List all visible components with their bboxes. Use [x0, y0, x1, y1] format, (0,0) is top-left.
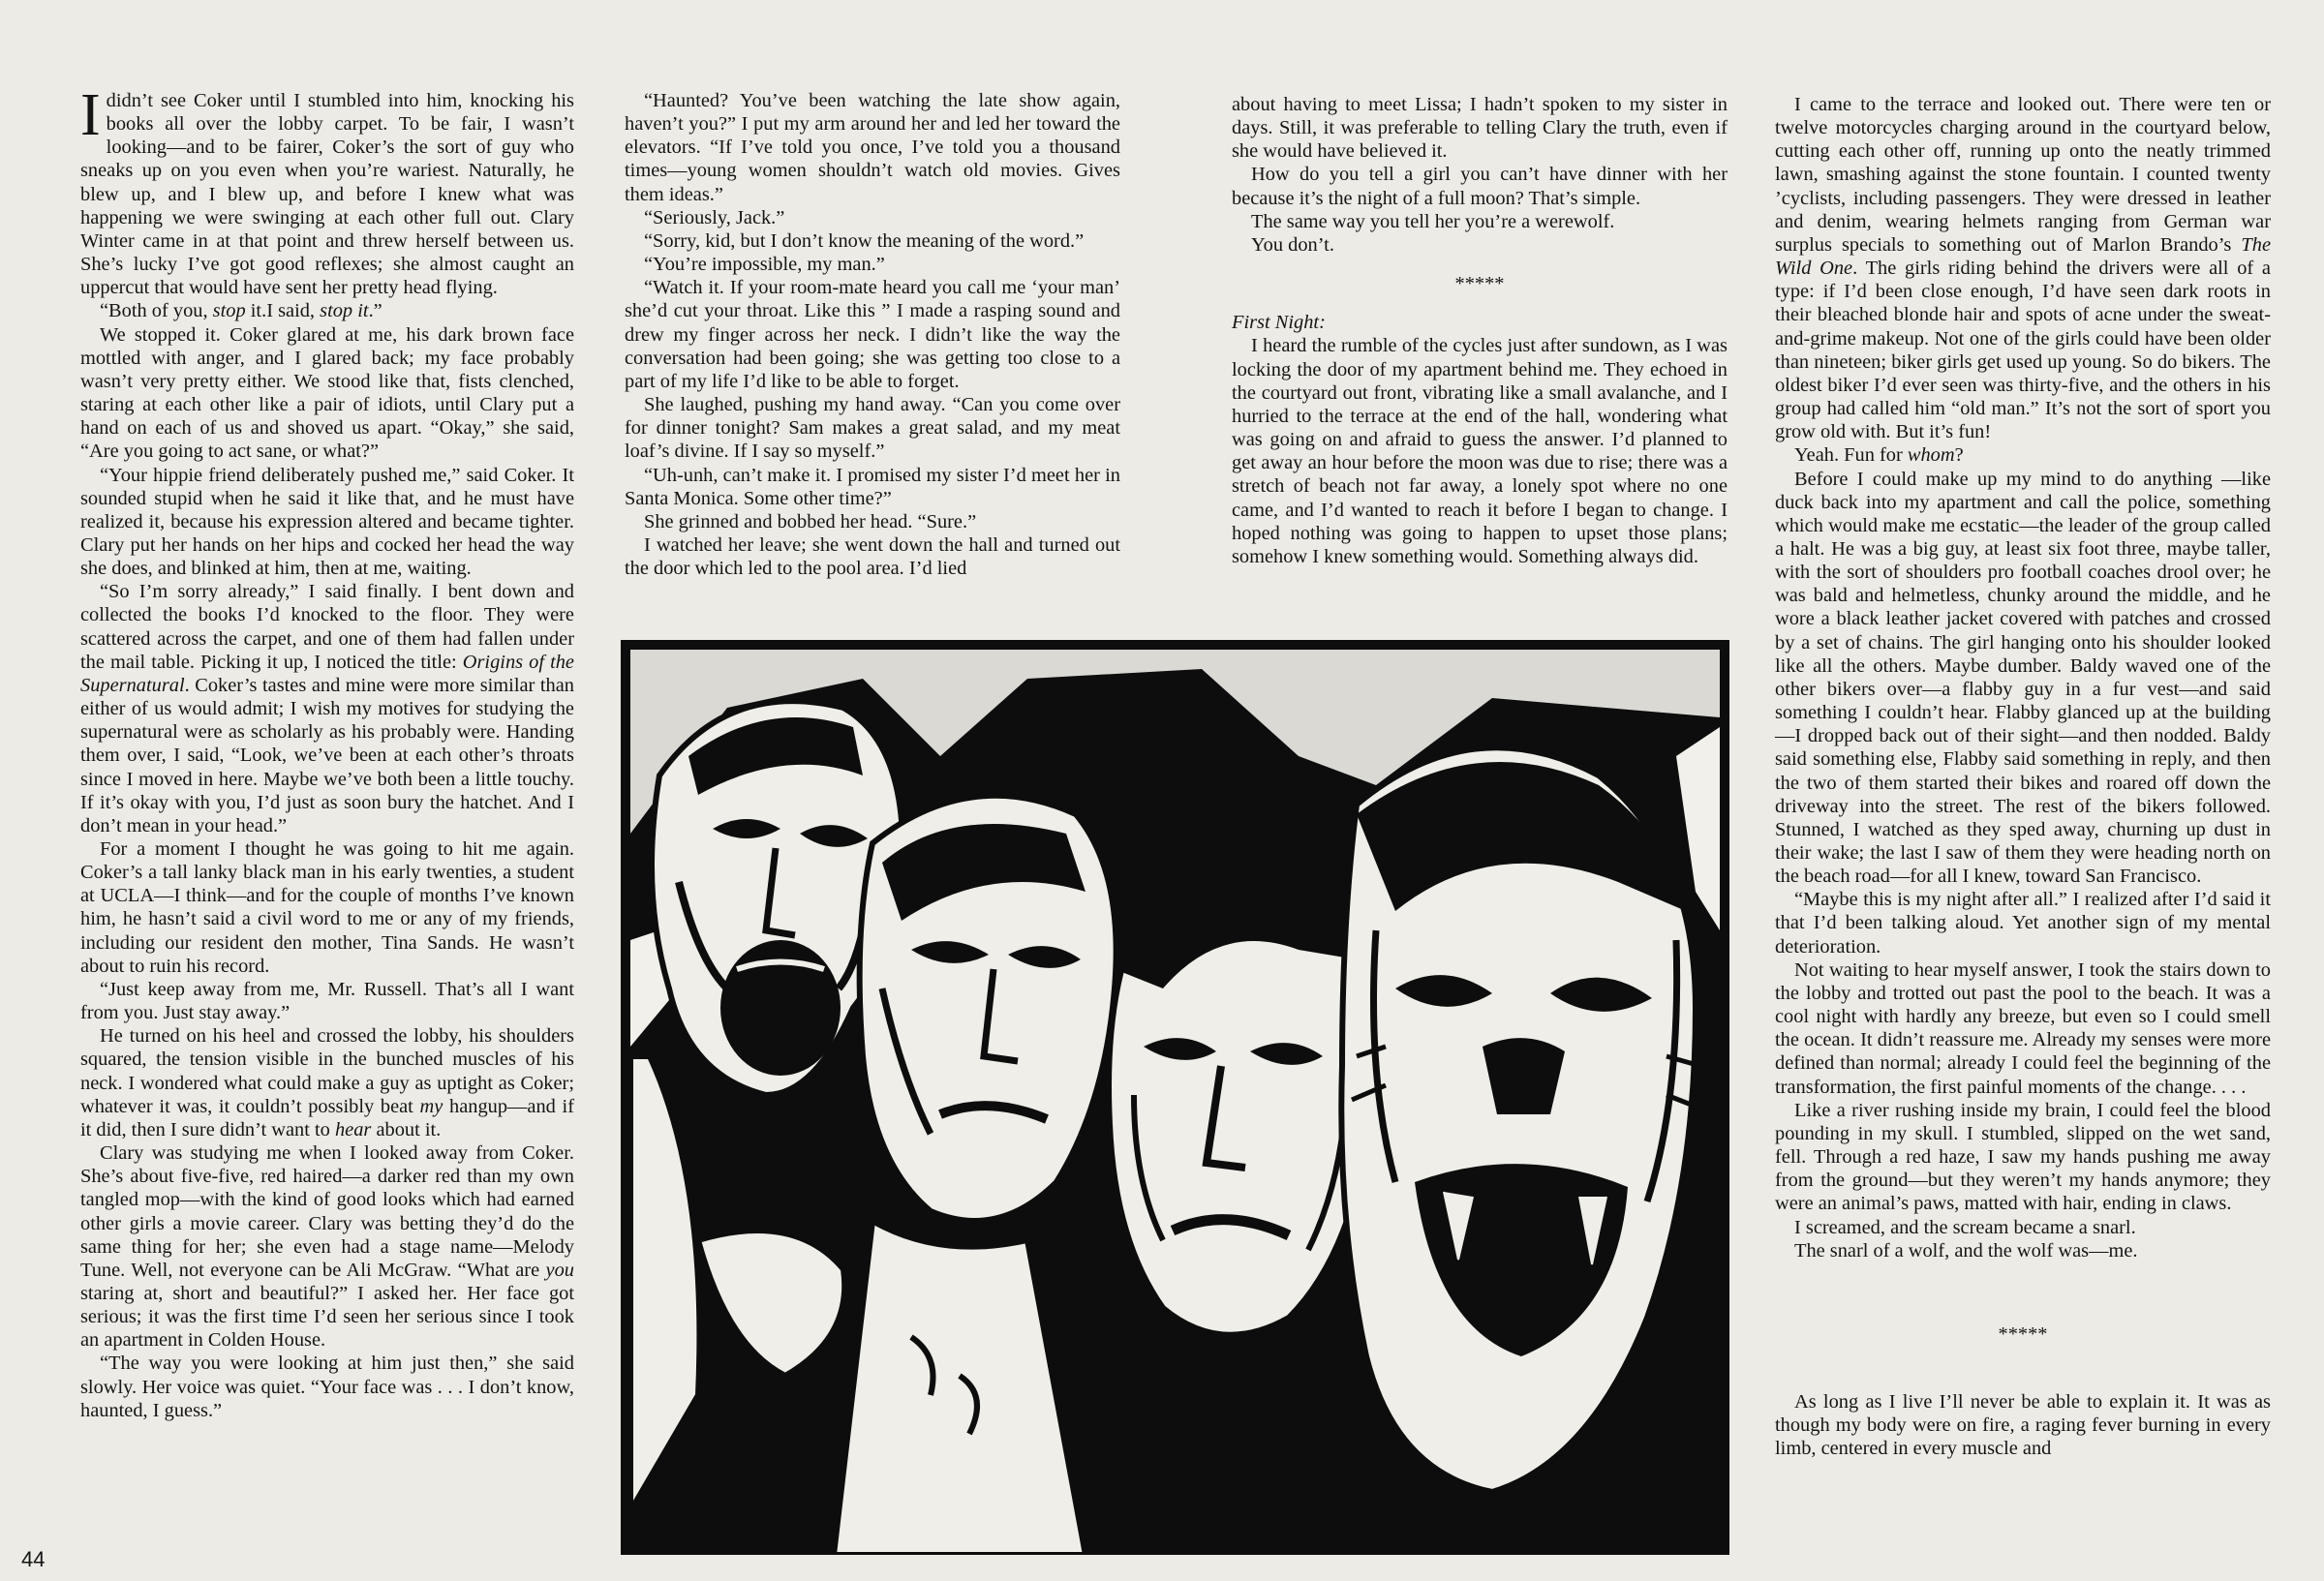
emphasis: stop — [212, 300, 246, 322]
paragraph: She grinned and bobbed her head. “Sure.” — [644, 510, 977, 532]
paragraph — [1775, 443, 2271, 467]
paragraph: “Your hippie friend deliberately pushed me,” said Coker. It sounded stupid when he said it like that, and he must have realized it, because his expression altered and became tighter. Clary put her hands on her hips and cocked her head the way she does, and blinked at him, then at me, waiting. — [80, 464, 574, 580]
paragraph: “Seriously, Jack.” — [644, 206, 785, 228]
drop-cap: I — [80, 82, 101, 148]
paragraph-text: He turned on his heel and crossed the lobby, his shoulders squared, the tension visible in the bunched muscles of his neck. I wondered what could make a guy as uptight as Coker; whatever it was, it couldn’t possibly beat — [80, 1025, 574, 1117]
paragraph-text: didn’t see Coker until I stumbled into him, knocking his books all over the lobby carpet. To be fair, I wasn’t looking—and to be fairer, Coker’s the sort of guy who sneaks up on you even when you’re wariest. Naturally, he blew up, and I blew up, and before I knew what was happening we were swinging at each other full out. Clary Winter came in at that point and threw herself between us. She’s lucky I’ve got good reflexes; she almost caught an uppercut that would have sent her pretty head flying. — [80, 90, 574, 299]
emphasis: hear — [334, 1118, 372, 1140]
paragraph: You don’t. — [1251, 233, 1334, 256]
paragraph-text: about it. — [371, 1118, 442, 1140]
paragraph-text: Yeah. Fun for — [1794, 444, 1908, 467]
paragraph: Not waiting to hear myself answer, I took the stairs down to the lobby and trotted out past the pool to the beach. It was a cool night with hardly any breeze, but even so I could smell the ocean. It didn’t reassure me. Already my senses were more defined than normal; already I could feel the beginning of the transformation, the first painful moments of the change. . . . — [1775, 958, 2271, 1098]
illustration-svg — [621, 640, 1729, 1555]
section-break-stars: ***** — [1998, 1323, 2048, 1345]
text-column-1 — [80, 82, 574, 1422]
text-column-4 — [1775, 93, 2271, 1460]
paragraph: The same way you tell her you’re a werewolf. — [1251, 210, 1615, 232]
paragraph: For a moment I thought he was going to hit me again. Coker’s a tall lanky black man in his early twenties, a student at UCLA—I think—and for the couple of months I’ve known him, he hasn’t said a civil word to me or any of my friends, including our resident den mother, Tina Sands. He wasn’t about to ruin his record. — [80, 838, 574, 977]
section-heading: First Night: — [1232, 312, 1326, 334]
paragraph — [1775, 93, 2271, 443]
emphasis: whom — [1907, 444, 1955, 467]
paragraph-text: hangup—and if it did, then I sure didn’t want to — [80, 1095, 574, 1140]
paragraph-text: ? — [1954, 444, 1964, 467]
paragraph: “Just keep away from me, Mr. Russell. That’s all I want from you. Just stay away.” — [80, 978, 574, 1024]
spacer — [1775, 1262, 2271, 1307]
paragraph: “Watch it. If your room-mate heard you call me ‘your man’ she’d cut your throat. Like this ” I made a rasping sound and drew my finger across her neck. I didn’t like the way the conversation had been going; she was getting too close to a part of my life I’d like to be able to forget. — [625, 277, 1120, 392]
emphasis: stop it — [320, 300, 369, 322]
text-column-3 — [1232, 93, 1728, 568]
page-number: 44 — [21, 1547, 46, 1571]
paragraph: As long as I live I’ll never be able to explain it. It was as though my body were on fire, a raging fever burning in every limb, centered in every muscle and — [1775, 1390, 2271, 1460]
paragraph: Before I could make up my mind to do anything —like duck back into my apartment and call the police, something which would make me ecstatic—the leader of the group called a halt. He was a big guy, at least six foot three, maybe taller, with the sort of shoulders pro football coaches drool over; he was bald and helmetless, chunky around the middle, and he wore a black leather jacket covered with patches and crossed by a set of chains. The girl hanging onto his shoulder looked like all the others. Maybe dumber. Baldy waved one of the other bikers over—a flabby guy in a fur vest—and said something I couldn’t hear. Flabby glanced up at the building—I dropped back out of their sight—and then nodded. Baldy said something else, Flabby said something in reply, and then the two of them started their bikes and roared off down the driveway into the street. The rest of the bikers followed. Stunned, I watched as they sped away, churning up dust in their wake; the last I saw of them they were heading north on the beach road—for all I knew, toward San Francisco. — [1775, 468, 2271, 888]
werewolf-transformation-illustration — [621, 640, 1729, 1555]
paragraph-text: staring at, short and beautiful?” I asked her. Her face got serious; it was the first time I’d seen her serious since I took an apartment in Colden House. — [80, 1282, 574, 1352]
paragraph: Like a river rushing inside my brain, I could feel the blood pounding in my skull. I stumbled, slipped on the wet sand, fell. Through a red haze, I saw my hands pushing me away from the ground—but they weren’t my hands anymore; they were an animal’s paws, matted with hair, ending in claws. — [1775, 1099, 2271, 1215]
paragraph: “You’re impossible, my man.” — [644, 254, 885, 276]
face-half-transformed — [1105, 871, 1372, 1555]
paragraph: I watched her leave; she went down the hall and turned out the door which led to the pool area. I’d lied — [625, 533, 1120, 580]
paragraph-text: . The girls riding behind the drivers were all of a type: if I’d been close enough, I’d have seen dark roots in their bleached blonde hair and spots of acne under the sweat-and-grime makeup. Not one of the girls could have been older than nineteen; biker girls get used up young. So do bikers. The oldest biker I’d ever seen was thirty-five, and the others in his group had called him “old man.” It’s not the sort of sport you grow old with. But it’s fun! — [1775, 258, 2271, 443]
paragraph — [80, 1024, 574, 1141]
paragraph — [80, 299, 574, 322]
paragraph-text: . Coker’s tastes and mine were more similar than either of us would admit; I wish my motives for studying the supernatural were as scholarly as his probably were. Handing them over, I said, “Look, we’ve been at each other’s throats since I moved in here. Maybe we’ve both been a little touchy. If it’s okay with you, I’d just as soon bury the hatchet. And I don’t mean in your head.” — [80, 674, 574, 836]
paragraph: We stopped it. Coker glared at me, his dark brown face mottled with anger, and I glared back; my face probably wasn’t very pretty either. We stood like that, fists clenched, staring at each other like a pair of idiots, until Clary put a hand on each of us and shoved us apart. “Okay,” she said, “Are you going to act sane, or what?” — [80, 323, 574, 463]
paragraph: “Uh-unh, can’t make it. I promised my sister I’d meet her in Santa Monica. Some other time?” — [625, 464, 1120, 509]
paragraph: I screamed, and the scream became a snarl. — [1794, 1216, 2136, 1238]
film-title: The Wild One — [1775, 233, 2271, 280]
section-break-stars: ***** — [1454, 273, 1505, 295]
emphasis: you — [545, 1259, 574, 1281]
paragraph-text: I came to the terrace and looked out. There were ten or twelve motorcycles charging around in the courtyard below, cutting each other off, running up onto the neatly trimmed lawn, smashing against the stone fountain. I counted twenty ’cyclists, including passengers. They were dressed in leather and denim, wearing helmets ranging from German war surplus specials to something out of Marlon Brando’s — [1775, 94, 2271, 256]
paragraph: “Haunted? You’ve been watching the late show again, haven’t you?” I put my arm around her and led her toward the elevators. “If I’ve told you once, I’ve told you a thousand times—young women shouldn’t watch old movies. Gives them ideas.” — [625, 90, 1120, 205]
paragraph-text: “Both of you, — [100, 300, 213, 322]
paragraph: She laughed, pushing my hand away. “Can you come over for dinner tonight? Sam makes a great salad, and my meat loaf’s divine. If I say so myself.” — [625, 394, 1120, 463]
emphasis: my — [419, 1095, 443, 1117]
paragraph: How do you tell a girl you can’t have dinner with her because it’s the night of a full moon? That’s simple. — [1232, 164, 1728, 209]
paragraph-text: Clary was studying me when I looked away from Coker. She’s about five-five, red haired—a darker red than my own tangled mop—with the kind of good looks which had earned other girls a movie career. Clary was betting they’d do the same thing for her; she even had a stage name—Melody Tune. Well, not everyone can be Ali McGraw. “What are — [80, 1142, 574, 1281]
paragraph: “Maybe this is my night after all.” I realized after I’d said it that I’d been talking aloud. Yet another sign of my mental deterioration. — [1775, 889, 2271, 958]
spacer — [1775, 1361, 2271, 1390]
paragraph — [80, 580, 574, 837]
text-column-2 — [625, 89, 1120, 580]
opening-paragraph — [80, 82, 574, 299]
paragraph — [80, 1141, 574, 1352]
paragraph: The snarl of a wolf, and the wolf was—me. — [1794, 1239, 2138, 1262]
paragraph-text: .” — [368, 300, 382, 322]
paragraph: “Sorry, kid, but I don’t know the meaning of the word.” — [644, 229, 1085, 252]
paragraph-text: “So I’m sorry already,” I said finally. I bent down and collected the books I’d knocked to the floor. They were scattered across the carpet, and one of them had fallen under the mail table. Picking it up, I noticed the title: — [80, 581, 574, 673]
paragraph: “The way you were looking at him just then,” she said slowly. Her voice was quiet. “Your face was . . . I don’t know, haunted, I guess.” — [80, 1353, 574, 1421]
paragraph: I heard the rumble of the cycles just after sundown, as I was locking the door of my apartment behind me. They echoed in the courtyard out front, vibrating like a small avalanche, and I hurried to the terrace at the end of the hall, wondering what was going on and afraid to guess the answer. I’d planned to get away an hour before the moon was due to rise; there was a stretch of beach not far away, a lonely spot where no one came, and I’d wanted to reach it before I began to change. I hoped nothing was going to happen to upset those plans; somehow I knew something would. Something always did. — [1232, 335, 1728, 567]
book-title: Origins of the Supernatural — [80, 651, 574, 696]
paragraph-text: it.I said, — [245, 300, 321, 322]
paragraph: about having to meet Lissa; I hadn’t spoken to my sister in days. Still, it was preferable to telling Clary the truth, even if she would have believed it. — [1232, 94, 1728, 163]
